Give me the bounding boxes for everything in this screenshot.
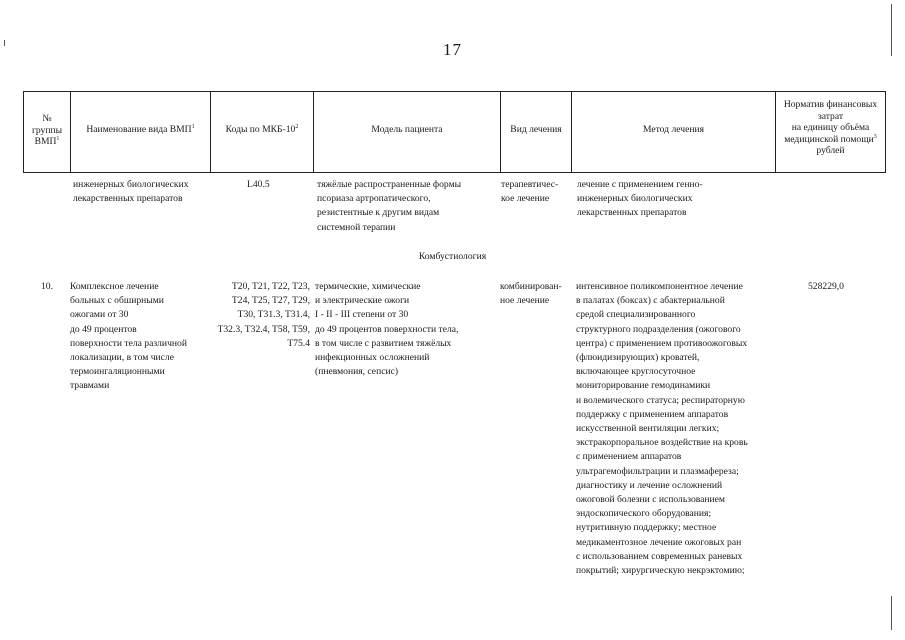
cell-line: включающее круглосуточное bbox=[576, 366, 696, 378]
cell-line: мониторирование гемодинамики bbox=[576, 380, 711, 392]
header-line: № bbox=[42, 113, 52, 124]
cell-line: тяжёлые распространенные формы bbox=[317, 179, 462, 190]
cell-line: поддержку с применением аппаратов bbox=[576, 408, 729, 420]
header-patient-model bbox=[314, 124, 500, 136]
cell-line: T20, T21, T22, T23, bbox=[231, 281, 310, 292]
scan-edge-mark bbox=[891, 596, 892, 630]
cell-line: ожоговой болезни с использованием bbox=[576, 494, 726, 506]
cell-line: локализации, в том числе bbox=[70, 352, 174, 364]
cell-line: T32.3, T32.4, T58, T59, bbox=[217, 323, 310, 335]
header-line: группы bbox=[31, 124, 63, 136]
cell-line: с применением аппаратов bbox=[576, 451, 682, 463]
cell-line: ожогами от 30 bbox=[70, 309, 129, 321]
cell-line: до 49 процентов поверхности тела, bbox=[315, 323, 459, 335]
cell-line: и волемического статуса; респираторную bbox=[576, 394, 745, 406]
cell-line: больных с обширными bbox=[70, 295, 164, 307]
row10-treatment-method bbox=[576, 280, 748, 578]
cell-line: инженерных биологических bbox=[73, 179, 189, 190]
cell-line: лекарственных препаратов bbox=[577, 207, 687, 219]
row10-treatment-type bbox=[500, 280, 562, 308]
cell-line: термоингаляционными bbox=[70, 366, 165, 378]
header-line: затрат bbox=[817, 110, 844, 122]
header-line: Коды по МКБ-$10^2$ bbox=[225, 124, 299, 135]
header-col-divider bbox=[885, 91, 886, 173]
cell-line: диагностику и лечение осложнений bbox=[576, 479, 723, 491]
header-top-rule bbox=[23, 91, 886, 92]
cell-line: T24, T25, T27, T29, bbox=[231, 295, 310, 307]
cell-line: псориаза артропатического, bbox=[317, 193, 431, 205]
footnote-marker: 1 bbox=[56, 136, 60, 142]
cell-line: до 49 процентов bbox=[70, 323, 137, 335]
footnote-marker: 1 bbox=[191, 124, 195, 130]
header-bottom-rule bbox=[23, 172, 886, 173]
cell-line: ное лечение bbox=[500, 295, 550, 307]
cell-line: инженерных биологических bbox=[577, 193, 693, 205]
cell-line: нутритивную поддержку; местное bbox=[576, 522, 717, 534]
cell-line: термические, химические bbox=[315, 281, 421, 292]
header-line: рублей bbox=[816, 145, 845, 156]
header-treatment-method bbox=[572, 124, 775, 136]
cell-line: центра) с применением противоожоговых bbox=[576, 337, 748, 349]
cell-line: T30, T31.3, T31.4, bbox=[237, 309, 310, 321]
header-line: Модель пациента bbox=[371, 124, 443, 135]
header-line: Вид лечения bbox=[510, 124, 562, 135]
cell-line: искусственной вентиляции легких; bbox=[576, 423, 720, 435]
footnote-marker: 3 bbox=[873, 133, 877, 140]
cell-line: эндоскопического оборудования; bbox=[576, 508, 712, 520]
header-vmp-name bbox=[71, 124, 210, 136]
cell-line: лекарственных препаратов bbox=[73, 193, 183, 205]
scan-edge-mark bbox=[4, 40, 5, 46]
cell-line: резистентные к другим видам bbox=[317, 207, 440, 219]
scan-edge-mark bbox=[891, 4, 892, 56]
cell-line: кое лечение bbox=[501, 193, 550, 205]
cell-line: структурного подразделения (ожогового bbox=[576, 323, 741, 335]
cell-line: системной терапии bbox=[317, 221, 396, 233]
cell-line: экстракорпоральное воздействие на кровь bbox=[576, 437, 748, 449]
header-mkb-codes bbox=[211, 124, 313, 136]
cell-line: лечение с применением генно- bbox=[577, 179, 703, 190]
row10-patient-model bbox=[315, 280, 458, 379]
cont-treatment-method bbox=[577, 178, 703, 221]
cell-line: инфекционных осложнений bbox=[315, 352, 430, 364]
cell-line: покрытий; хирургическую некрэктомию; bbox=[576, 565, 745, 577]
header-line: ВМП$^1$ bbox=[34, 136, 60, 147]
row10-cost-norm: 528229,0 bbox=[808, 281, 844, 292]
cell-line: (пневмония, сепсис) bbox=[315, 366, 399, 378]
cell-line: травмами bbox=[70, 380, 110, 392]
cell-line: и электрические ожоги bbox=[315, 295, 410, 307]
cell-line: с использованием современных раневых bbox=[576, 550, 743, 562]
cell-line: I - II - III степени от 30 bbox=[315, 309, 409, 321]
row10-group-number: 10. bbox=[41, 281, 53, 292]
cell-line: (флюидизирующих) кроватей, bbox=[576, 352, 700, 364]
cell-line: интенсивное поликомпонентное лечение bbox=[576, 281, 743, 292]
cell-line: средой специализированного bbox=[576, 309, 696, 321]
page-number: 17 bbox=[443, 40, 462, 59]
header-line: Норматив финансовых bbox=[783, 99, 878, 110]
footnote-marker: 2 bbox=[295, 124, 299, 130]
cell-line: комбинирован- bbox=[500, 281, 562, 292]
cell-line: ультрагемофильтрации и плазмафереза; bbox=[576, 465, 739, 477]
cell-line: в том числе с развитием тяжёлых bbox=[315, 337, 452, 349]
header-line: медицинской помощи$^3$ bbox=[784, 133, 877, 145]
header-line: Наименование вида ВМП$^1$ bbox=[86, 124, 195, 135]
cell-line: T75.4 bbox=[287, 337, 310, 349]
cell-line: L40.5 bbox=[247, 179, 270, 190]
cell-line: поверхности тела различной bbox=[70, 337, 187, 349]
row10-vmp-name bbox=[70, 280, 187, 394]
header-cost-norm bbox=[776, 99, 885, 157]
cell-line: в палатах (боксах) с абактериальной bbox=[576, 295, 725, 307]
cell-line: медикаментозное лечение ожоговых ран bbox=[576, 536, 742, 548]
cont-treatment-type bbox=[501, 178, 558, 206]
header-treatment-type bbox=[501, 124, 571, 136]
cont-patient-model bbox=[317, 178, 461, 235]
cell-line: терапевтичес- bbox=[501, 179, 559, 190]
cont-mkb-codes bbox=[247, 178, 270, 192]
cell-line: Комплексное лечение bbox=[70, 281, 159, 292]
section-title: Комбустиология bbox=[418, 251, 487, 262]
cont-vmp-name bbox=[73, 178, 189, 206]
header-line: на единицу объёма bbox=[791, 122, 870, 133]
header-line: Метод лечения bbox=[642, 124, 705, 135]
row10-mkb-codes bbox=[208, 280, 310, 351]
header-group-number bbox=[23, 113, 71, 148]
